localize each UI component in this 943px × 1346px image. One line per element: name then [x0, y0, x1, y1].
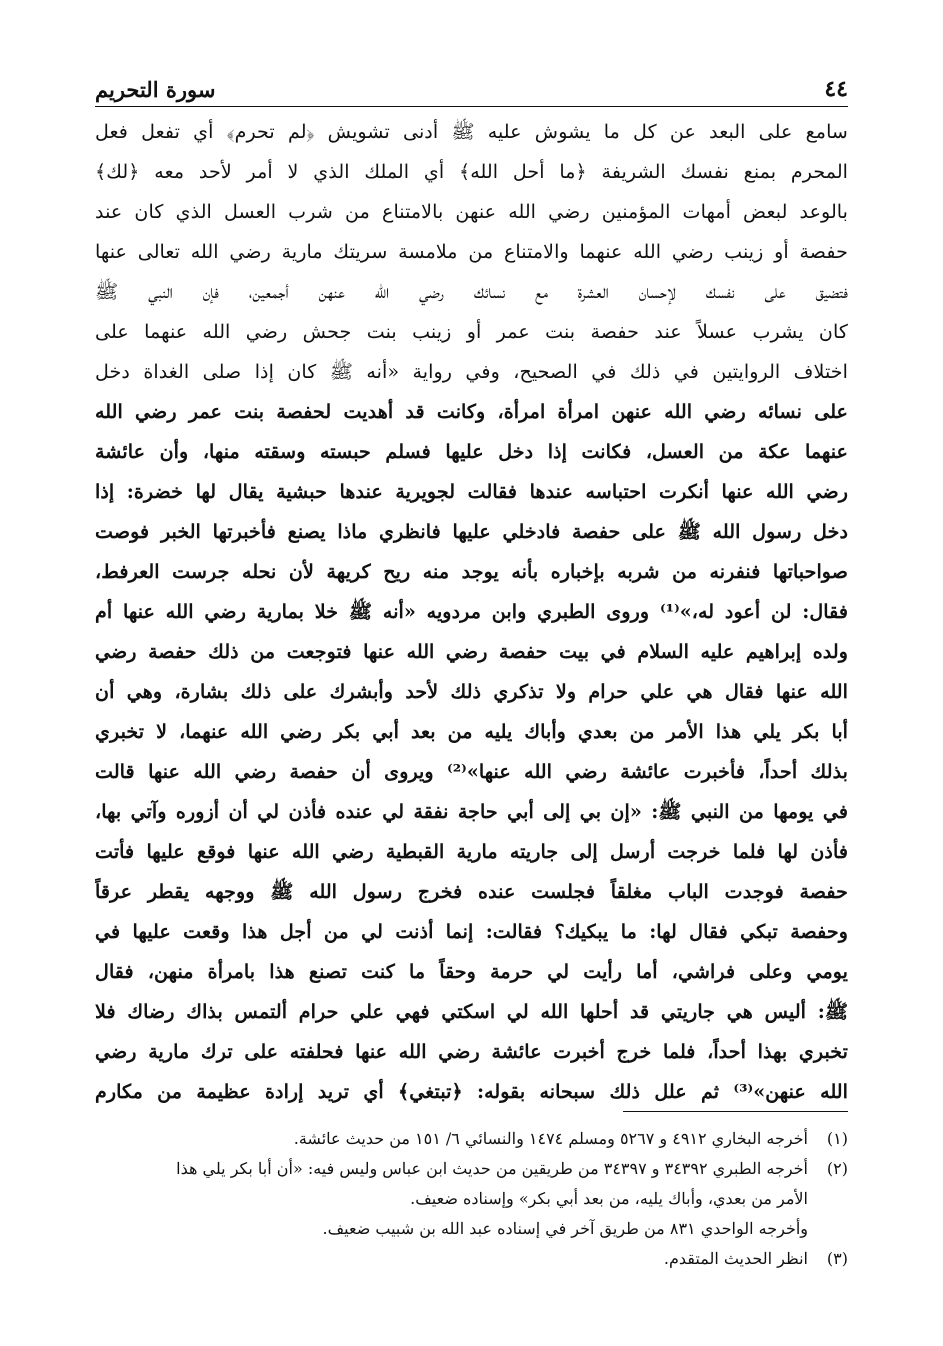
text-line: تخبري بهذا أحداً، فلما خرج أخبرت عائشة رضي الله عنها فحلفته على ترك مارية رضي: [95, 1040, 848, 1063]
footnote-3: [95, 1244, 848, 1274]
footnote-separator: [623, 1111, 848, 1112]
text-line: فتضيق على نفسك لإحسان العشرة مع نسائك رضي الله عنهن أجمعين، فإن النبي ﷺ: [95, 280, 848, 303]
text-line: كان يشرب عسلاً عند حفصة بنت عمر أو زينب بنت جحش رضي الله عنهما على: [95, 320, 848, 343]
page-number: ٤٤: [824, 76, 848, 102]
footnote-2: [95, 1154, 848, 1244]
text-line: على نسائه رضي الله عنهن امرأة امرأة، وكانت قد أهديت لحفصة بنت عمر رضي الله: [95, 400, 848, 423]
text-line: عنهما عكة من العسل، فكانت إذا دخل عليها فسلم حبسته وسقته منها، وأن عائشة: [95, 440, 848, 463]
text-line: يومي وعلى فراشي، أما رأيت لي حرمة وحقاً ما كنت تصنع هذا بامرأة منهن، فقال: [95, 960, 848, 983]
text-line: فأذن لها فلما خرجت أرسل إلى جاريته مارية القبطية رضي الله عنها فوقع عليها فأتت: [95, 840, 848, 863]
text-line: الله عنهن»⁽³⁾ ثم علل ذلك سبحانه بقوله: ﴿تبتغي﴾ أي تريد إرادة عظيمة من مكارم: [95, 1080, 848, 1103]
text-line: وحفصة تبكي فقال لها: ما يبكيك؟ فقالت: إنما أذنت لي من أجل هذا وقعت عليها في: [95, 920, 848, 943]
text-line: حفصة أو زينب رضي الله عنهما والامتناع من ملامسة سريتك مارية رضي الله تعالى عنها: [95, 240, 848, 263]
text-line: اختلاف الروايتين في ذلك في الصحيح، وفي رواية «أنه ﷺ كان إذا صلى الغداة دخل: [95, 360, 848, 383]
footnote-1: [95, 1124, 848, 1154]
text-line: ولده إبراهيم عليه السلام في بيت حفصة رضي الله عنها فتوجعت من ذلك حفصة رضي: [95, 640, 848, 663]
text-line: بذلك أحداً، فأخبرت عائشة رضي الله عنها»⁽²⁾ ويروى أن حفصة رضي الله عنها قالت: [95, 760, 848, 783]
text-line: سامع على البعد عن كل ما يشوش عليه ﷺ أدنى تشويش ﴿لم تحرم﴾ أي تفعل فعل: [95, 120, 848, 143]
text-line: فقال: لن أعود له،»⁽¹⁾ وروى الطبري وابن مردويه «أنه ﷺ خلا بمارية رضي الله عنها أم: [95, 600, 848, 623]
footnote-text: وأخرجه الواحدي ٨٣١ من طريق آخر في إسناده عبد الله بن شبيب ضعيف.: [322, 1219, 808, 1238]
text-line: حفصة فوجدت الباب مغلقاً فجلست عنده فخرج رسول الله ﷺ ووجهه يقطر عرقاً: [95, 880, 848, 903]
footnote-number: (٣): [826, 1249, 848, 1268]
text-line: الله عنها فقال هي علي حرام ولا تذكري ذلك لأحد وأبشرك على ذلك بشارة، وهي أن: [95, 680, 848, 703]
page-header: [95, 62, 848, 107]
footnote-text: الأمر من بعدي، وأباك يليه، من بعد أبي بكر» وإسناده ضعيف.: [410, 1189, 808, 1208]
text-line: دخل رسول الله ﷺ على حفصة فادخلي عليها فانظري ماذا يصنع فأخبرتها الخبر فوصت: [95, 520, 848, 543]
main-text: [95, 112, 848, 1112]
running-title: سورة التحريم: [95, 77, 216, 102]
footnote-text: أخرجه الطبري ٣٤٣٩٢ و ٣٤٣٩٧ من طريقين من حديث ابن عباس وليس فيه: «أن أبا بكر يلي هذا: [176, 1159, 808, 1178]
footnote-text: أخرجه البخاري ٤٩١٢ و ٥٢٦٧ ومسلم ١٤٧٤ والنسائي ٦/ ١٥١ من حديث عائشة.: [293, 1129, 808, 1148]
text-line: صواحباتها فنفرنه من شربه بإخباره بأنه يوجد منه ريح كريهة لأن نحله جرست العرفط،: [95, 560, 848, 583]
text-line: المحرم بمنع نفسك الشريفة ﴿ما أحل الله﴾ أي الملك الذي لا أمر لأحد معه ﴿لك﴾: [95, 160, 848, 183]
footnotes: [95, 1124, 848, 1274]
text-line: ﷺ: أليس هي جاريتي قد أحلها الله لي اسكتي فهي علي حرام ألتمس بذاك رضاك فلا: [95, 1000, 848, 1023]
text-line: رضي الله عنها أنكرت احتباسه عندها فقالت لجويرية عندها حبشية يقال لها خضرة: إذا: [95, 480, 848, 503]
text-line: بالوعد لبعض أمهات المؤمنين رضي الله عنهن بالامتناع من شرب العسل الذي كان عند: [95, 200, 848, 223]
text-line: أبا بكر يلي هذا الأمر من بعدي وأباك يليه من بعد أبي بكر رضي الله عنهما، لا تخبري: [95, 720, 848, 743]
text-line: في يومها من النبي ﷺ: «إن بي إلى أبي حاجة نفقة لي عنده فأذن لي أن أزوره وآتي بها،: [95, 800, 848, 823]
footnote-number: (٢): [826, 1159, 848, 1178]
footnote-number: (١): [826, 1129, 848, 1148]
footnote-text: انظر الحديث المتقدم.: [663, 1249, 808, 1268]
